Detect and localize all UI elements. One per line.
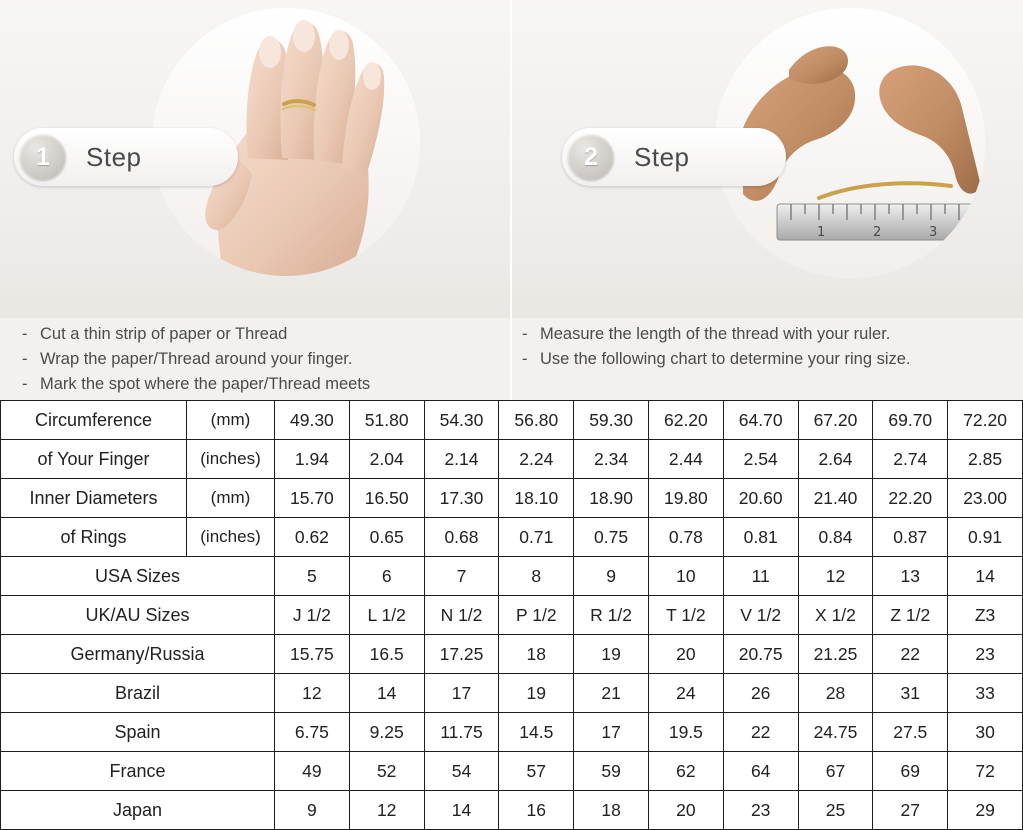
ring-size-table	[0, 400, 1023, 830]
cell: 19.80	[648, 479, 723, 518]
svg-text:1: 1	[817, 225, 826, 240]
cell: 2.44	[648, 440, 723, 479]
row-unit-mm: (mm)	[187, 401, 275, 440]
table-row	[1, 791, 1023, 830]
cell: 15.70	[275, 479, 350, 518]
row-label-inner-diameters-2: of Rings	[1, 518, 187, 557]
cell: 9.25	[349, 713, 424, 752]
cell: 14	[349, 674, 424, 713]
cell: 23	[723, 791, 798, 830]
cell: 14	[948, 557, 1023, 596]
step-2-bullet-2: Use the following chart to determine your ring size.	[540, 350, 911, 368]
cell: 27	[873, 791, 948, 830]
cell: 12	[349, 791, 424, 830]
cell: 64	[723, 752, 798, 791]
cell: 18	[499, 635, 574, 674]
cell: 54.30	[424, 401, 499, 440]
cell: 5	[275, 557, 350, 596]
cell: 17.30	[424, 479, 499, 518]
table-row	[1, 440, 1023, 479]
row-label-france: France	[1, 752, 275, 791]
cell: 8	[499, 557, 574, 596]
cell: 0.78	[648, 518, 723, 557]
cell: 72	[948, 752, 1023, 791]
cell: 62.20	[648, 401, 723, 440]
step-label-2: Step	[634, 141, 690, 172]
cell: P 1/2	[499, 596, 574, 635]
cell: 2.54	[723, 440, 798, 479]
svg-text:3: 3	[929, 225, 938, 240]
cell: R 1/2	[574, 596, 649, 635]
table-row	[1, 401, 1023, 440]
cell: 21.25	[798, 635, 873, 674]
cell: 27.5	[873, 713, 948, 752]
cell: 51.80	[349, 401, 424, 440]
cell: 67.20	[798, 401, 873, 440]
cell: Z 1/2	[873, 596, 948, 635]
cell: 0.81	[723, 518, 798, 557]
step-1-instructions: - Cut a thin strip of paper or Thread - Wrap the paper/Thread around your finger. - Mark the spot where the paper/Thread meets	[22, 325, 371, 393]
row-unit-mm-2: (mm)	[187, 479, 275, 518]
cell: 69.70	[873, 401, 948, 440]
cell: 16.50	[349, 479, 424, 518]
step-label-1: Step	[86, 141, 142, 172]
cell: 28	[798, 674, 873, 713]
cell: 11	[723, 557, 798, 596]
cell: 17.25	[424, 635, 499, 674]
cell: 2.24	[499, 440, 574, 479]
cell: 49.30	[275, 401, 350, 440]
table-row	[1, 557, 1023, 596]
cell: 20	[648, 791, 723, 830]
cell: 26	[723, 674, 798, 713]
table-row	[1, 674, 1023, 713]
cell: 67	[798, 752, 873, 791]
step-panel-1	[0, 0, 510, 400]
cell: 30	[948, 713, 1023, 752]
row-label-inner-diameters: Inner Diameters	[1, 479, 187, 518]
step-1-bullet-2: Wrap the paper/Thread around your finger.	[40, 350, 353, 368]
cell: 72.20	[948, 401, 1023, 440]
cell: 54	[424, 752, 499, 791]
cell: 0.68	[424, 518, 499, 557]
cell: 31	[873, 674, 948, 713]
cell: 59.30	[574, 401, 649, 440]
cell: 2.64	[798, 440, 873, 479]
cell: 22	[723, 713, 798, 752]
cell: 19	[574, 635, 649, 674]
cell: 9	[574, 557, 649, 596]
cell: 13	[873, 557, 948, 596]
cell: Z3	[948, 596, 1023, 635]
step-1-bullet-1: Cut a thin strip of paper or Thread	[40, 325, 288, 343]
table-row	[1, 752, 1023, 791]
cell: 24	[648, 674, 723, 713]
cell: 22	[873, 635, 948, 674]
cell: 57	[499, 752, 574, 791]
step-number-2: 2	[568, 134, 614, 180]
cell: 25	[798, 791, 873, 830]
cell: 14	[424, 791, 499, 830]
step-2-instructions: - Measure the length of the thread with your ruler. - Use the following chart to determine your ring size.	[522, 325, 911, 368]
row-label-circumference-2: of Your Finger	[1, 440, 187, 479]
cell: 6.75	[275, 713, 350, 752]
cell: L 1/2	[349, 596, 424, 635]
row-label-germany-russia: Germany/Russia	[1, 635, 275, 674]
cell: 0.84	[798, 518, 873, 557]
step-number-1: 1	[20, 134, 66, 180]
cell: 16	[499, 791, 574, 830]
cell: 22.20	[873, 479, 948, 518]
cell: 1.94	[275, 440, 350, 479]
cell: 0.62	[275, 518, 350, 557]
cell: T 1/2	[648, 596, 723, 635]
cell: 12	[275, 674, 350, 713]
cell: 20.75	[723, 635, 798, 674]
cell: 29	[948, 791, 1023, 830]
cell: 12	[798, 557, 873, 596]
cell: 2.74	[873, 440, 948, 479]
cell: V 1/2	[723, 596, 798, 635]
row-label-spain: Spain	[1, 713, 275, 752]
cell: 2.14	[424, 440, 499, 479]
cell: 52	[349, 752, 424, 791]
cell: 18.10	[499, 479, 574, 518]
cell: 20.60	[723, 479, 798, 518]
row-label-brazil: Brazil	[1, 674, 275, 713]
cell: 17	[574, 713, 649, 752]
cell: 24.75	[798, 713, 873, 752]
cell: 18	[574, 791, 649, 830]
row-label-usa-sizes: USA Sizes	[1, 557, 275, 596]
cell: 21	[574, 674, 649, 713]
cell: 7	[424, 557, 499, 596]
step-panel-2	[510, 0, 1023, 400]
table-row	[1, 635, 1023, 674]
cell: 33	[948, 674, 1023, 713]
row-label-japan: Japan	[1, 791, 275, 830]
cell: 23.00	[948, 479, 1023, 518]
row-label-uk-au-sizes: UK/AU Sizes	[1, 596, 275, 635]
svg-text:2: 2	[873, 225, 882, 240]
cell: 16.5	[349, 635, 424, 674]
cell: 0.87	[873, 518, 948, 557]
cell: 2.04	[349, 440, 424, 479]
cell: 69	[873, 752, 948, 791]
cell: 59	[574, 752, 649, 791]
cell: 0.65	[349, 518, 424, 557]
cell: 23	[948, 635, 1023, 674]
cell: 17	[424, 674, 499, 713]
cell: 0.75	[574, 518, 649, 557]
cell: 0.71	[499, 518, 574, 557]
cell: 10	[648, 557, 723, 596]
step-badge-1	[14, 128, 238, 186]
cell: 20	[648, 635, 723, 674]
cell: 14.5	[499, 713, 574, 752]
table-row	[1, 596, 1023, 635]
cell: 11.75	[424, 713, 499, 752]
cell: 64.70	[723, 401, 798, 440]
cell: 19	[499, 674, 574, 713]
cell: 9	[275, 791, 350, 830]
step-1-bullet-3: Mark the spot where the paper/Thread meets	[40, 375, 371, 393]
cell: 2.34	[574, 440, 649, 479]
table-row	[1, 479, 1023, 518]
cell: 19.5	[648, 713, 723, 752]
row-unit-inches-2: (inches)	[187, 518, 275, 557]
cell: 0.91	[948, 518, 1023, 557]
cell: 49	[275, 752, 350, 791]
cell: N 1/2	[424, 596, 499, 635]
cell: 6	[349, 557, 424, 596]
cell: 15.75	[275, 635, 350, 674]
cell: J 1/2	[275, 596, 350, 635]
cell: 21.40	[798, 479, 873, 518]
cell: 2.85	[948, 440, 1023, 479]
cell: 62	[648, 752, 723, 791]
row-unit-inches: (inches)	[187, 440, 275, 479]
steps-section	[0, 0, 1023, 400]
step-badge-2	[562, 128, 786, 186]
cell: X 1/2	[798, 596, 873, 635]
cell: 56.80	[499, 401, 574, 440]
row-label-circumference: Circumference	[1, 401, 187, 440]
cell: 18.90	[574, 479, 649, 518]
step-2-bullet-1: Measure the length of the thread with your ruler.	[540, 325, 891, 343]
table-row	[1, 713, 1023, 752]
table-row	[1, 518, 1023, 557]
